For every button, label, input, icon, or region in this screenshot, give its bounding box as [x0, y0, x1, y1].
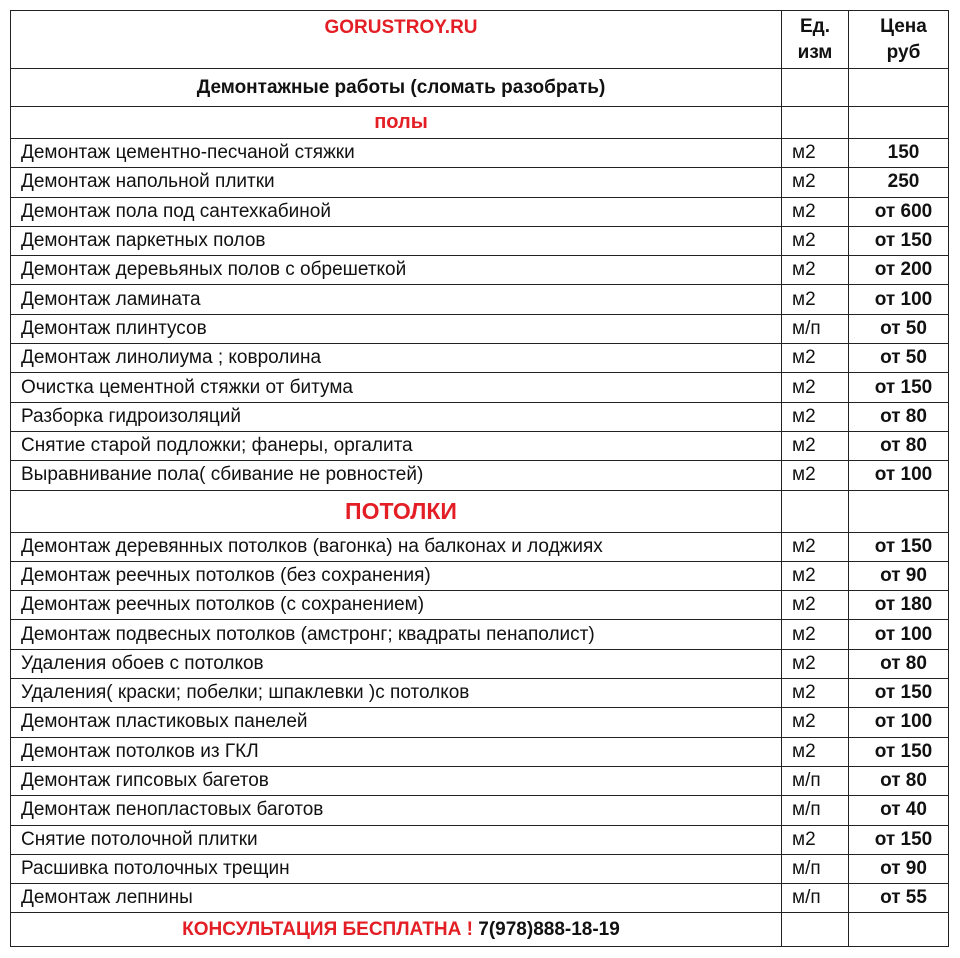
- service-name: Очистка цементной стяжки от битума: [11, 373, 782, 402]
- table-row: [11, 708, 949, 737]
- price-cell: от 100: [849, 620, 949, 649]
- service-name: Удаления( краски; побелки; шпаклевки )с потолков: [11, 679, 782, 708]
- price-cell: 150: [849, 139, 949, 168]
- section-unit-cell: [782, 107, 849, 139]
- table-row: [11, 854, 949, 883]
- title-unit-cell: [782, 69, 849, 107]
- footer-cell: [11, 913, 782, 947]
- table-row: [11, 168, 949, 197]
- unit-cell: м2: [782, 402, 849, 431]
- unit-cell: м2: [782, 532, 849, 561]
- price-cell: от 80: [849, 402, 949, 431]
- service-name: Демонтаж лепнины: [11, 884, 782, 913]
- table-row: [11, 532, 949, 561]
- page-title: Демонтажные работы (сломать разобрать): [11, 69, 782, 107]
- section-price-cell: [849, 490, 949, 532]
- table-row: [11, 884, 949, 913]
- service-name: Демонтаж плинтусов: [11, 314, 782, 343]
- table-row: [11, 620, 949, 649]
- unit-cell: м2: [782, 737, 849, 766]
- table-row: [11, 561, 949, 590]
- table-row: [11, 314, 949, 343]
- service-name: Демонтаж деревянных потолков (вагонка) на балконах и лоджиях: [11, 532, 782, 561]
- unit-cell: м2: [782, 461, 849, 490]
- price-cell: от 600: [849, 197, 949, 226]
- table-row: [11, 649, 949, 678]
- table-row: [11, 679, 949, 708]
- unit-cell: м2: [782, 679, 849, 708]
- price-cell: от 150: [849, 373, 949, 402]
- service-name: Снятие потолочной плитки: [11, 825, 782, 854]
- price-table: [10, 10, 949, 947]
- unit-cell: м/п: [782, 884, 849, 913]
- price-cell: от 150: [849, 825, 949, 854]
- unit-cell: м/п: [782, 854, 849, 883]
- unit-cell: м2: [782, 373, 849, 402]
- unit-header: [782, 11, 849, 69]
- price-cell: от 100: [849, 461, 949, 490]
- service-name: Демонтаж гипсовых багетов: [11, 766, 782, 795]
- consultation-text: КОНСУЛЬТАЦИЯ БЕСПЛАТНА !: [182, 918, 473, 940]
- unit-cell: м2: [782, 256, 849, 285]
- phone-number: 7(978)888-18-19: [478, 918, 620, 940]
- unit-cell: м2: [782, 620, 849, 649]
- price-cell: от 80: [849, 431, 949, 460]
- unit-cell: м2: [782, 431, 849, 460]
- price-cell: от 150: [849, 737, 949, 766]
- footer-row: [11, 913, 949, 947]
- price-table-body: [11, 11, 949, 947]
- price-header-line1: Цена: [880, 15, 927, 37]
- service-name: Демонтаж линолиума ; ковролина: [11, 344, 782, 373]
- footer-price-cell: [849, 913, 949, 947]
- unit-cell: м2: [782, 168, 849, 197]
- unit-cell: м2: [782, 344, 849, 373]
- price-cell: от 150: [849, 532, 949, 561]
- service-name: Демонтаж пенопластовых баготов: [11, 796, 782, 825]
- table-row: [11, 226, 949, 255]
- service-name: Демонтаж ламината: [11, 285, 782, 314]
- table-row: [11, 796, 949, 825]
- price-cell: от 50: [849, 344, 949, 373]
- service-name: Демонтаж цементно-песчаной стяжки: [11, 139, 782, 168]
- unit-cell: м2: [782, 591, 849, 620]
- service-name: Расшивка потолочных трещин: [11, 854, 782, 883]
- section-title: ПОТОЛКИ: [11, 490, 782, 532]
- title-row: [11, 69, 949, 107]
- price-cell: от 150: [849, 226, 949, 255]
- unit-cell: м2: [782, 226, 849, 255]
- table-row: [11, 197, 949, 226]
- service-name: Демонтаж реечных потолков (без сохранения): [11, 561, 782, 590]
- service-name: Демонтаж реечных потолков (с сохранением): [11, 591, 782, 620]
- unit-header-line2: изм: [797, 41, 833, 63]
- section-price-cell: [849, 107, 949, 139]
- unit-cell: м2: [782, 825, 849, 854]
- price-cell: от 80: [849, 766, 949, 795]
- price-cell: 250: [849, 168, 949, 197]
- brand-name: GORUSTROY.RU: [11, 11, 782, 69]
- price-cell: от 55: [849, 884, 949, 913]
- service-name: Демонтаж пола под сантехкабиной: [11, 197, 782, 226]
- service-name: Демонтаж деревьяных полов с обрешеткой: [11, 256, 782, 285]
- price-cell: от 90: [849, 561, 949, 590]
- table-row: [11, 825, 949, 854]
- price-cell: от 90: [849, 854, 949, 883]
- price-cell: от 150: [849, 679, 949, 708]
- service-name: Демонтаж паркетных полов: [11, 226, 782, 255]
- service-name: Демонтаж напольной плитки: [11, 168, 782, 197]
- section-unit-cell: [782, 490, 849, 532]
- unit-cell: м/п: [782, 314, 849, 343]
- service-name: Демонтаж потолков из ГКЛ: [11, 737, 782, 766]
- table-row: [11, 139, 949, 168]
- section-title: полы: [11, 107, 782, 139]
- service-name: Демонтаж пластиковых панелей: [11, 708, 782, 737]
- service-name: Удаления обоев с потолков: [11, 649, 782, 678]
- table-row: [11, 256, 949, 285]
- unit-cell: м/п: [782, 796, 849, 825]
- table-row: [11, 285, 949, 314]
- unit-cell: м2: [782, 561, 849, 590]
- table-row: [11, 344, 949, 373]
- header-row: [11, 11, 949, 69]
- price-cell: от 50: [849, 314, 949, 343]
- service-name: Снятие старой подложки; фанеры, оргалита: [11, 431, 782, 460]
- unit-cell: м/п: [782, 766, 849, 795]
- table-row: [11, 402, 949, 431]
- unit-cell: м2: [782, 139, 849, 168]
- price-header-line2: руб: [886, 41, 921, 63]
- price-cell: от 80: [849, 649, 949, 678]
- table-row: [11, 737, 949, 766]
- service-name: Выравнивание пола( сбивание не ровностей): [11, 461, 782, 490]
- section-row: [11, 107, 949, 139]
- price-cell: от 200: [849, 256, 949, 285]
- service-name: Демонтаж подвесных потолков (амстронг; квадраты пенаполист): [11, 620, 782, 649]
- service-name: Разборка гидроизоляций: [11, 402, 782, 431]
- table-row: [11, 591, 949, 620]
- unit-cell: м2: [782, 197, 849, 226]
- section-row: [11, 490, 949, 532]
- unit-header-line1: Ед.: [799, 15, 830, 37]
- unit-cell: м2: [782, 649, 849, 678]
- table-row: [11, 461, 949, 490]
- price-cell: от 180: [849, 591, 949, 620]
- unit-cell: м2: [782, 285, 849, 314]
- table-row: [11, 373, 949, 402]
- price-cell: от 100: [849, 285, 949, 314]
- table-row: [11, 431, 949, 460]
- unit-cell: м2: [782, 708, 849, 737]
- title-price-cell: [849, 69, 949, 107]
- price-header: [849, 11, 949, 69]
- price-cell: от 40: [849, 796, 949, 825]
- footer-unit-cell: [782, 913, 849, 947]
- table-row: [11, 766, 949, 795]
- price-cell: от 100: [849, 708, 949, 737]
